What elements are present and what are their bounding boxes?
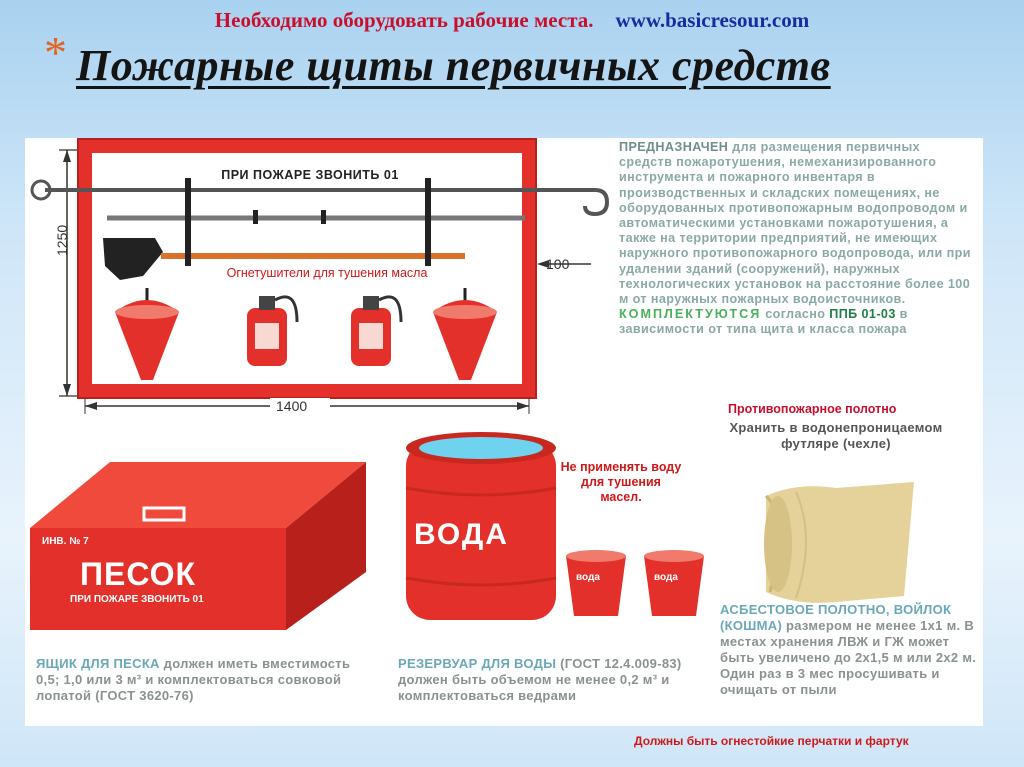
height-dimension-label: 1250 (54, 224, 70, 256)
site-link[interactable]: www.basicresour.com (615, 8, 810, 32)
shield-sign-text: ПРИ ПОЖАРЕ ЗВОНИТЬ 01 (221, 168, 399, 182)
width-dimension-label: 1400 (276, 398, 308, 414)
bucket-left-label: вода (576, 572, 600, 583)
blanket-caption (720, 602, 978, 698)
footer-note: Должны быть огнестойкие перчатки и фартук (634, 734, 909, 748)
sand-box-caption-head: ЯЩИК ДЛЯ ПЕСКА (36, 656, 160, 671)
sand-box-illustration (30, 460, 370, 640)
water-tank-caption (398, 656, 694, 704)
bucket-left (566, 556, 626, 616)
sand-box-call: ПРИ ПОЖАРЕ ЗВОНИТЬ 01 (70, 594, 204, 605)
header-note-text: Необходимо оборудовать рабочие места. (214, 8, 594, 32)
depth-dimension-label: 100 (546, 256, 570, 272)
completion-rest: согласно (761, 307, 826, 322)
regulation-code: ППБ 01-03 (829, 307, 896, 322)
shield-description (619, 140, 971, 338)
sand-box-inventory: ИНВ. № 7 (42, 536, 89, 547)
blanket-roll-illustration (756, 478, 922, 608)
completion-tail: в зависимости от типа щита и класса пожара (619, 307, 908, 337)
extinguisher-note: Огнетушители для тушения масла (212, 266, 442, 281)
water-warning: Не применять воду для тушения масел. (560, 460, 682, 504)
completion-word: КОМПЛЕКТУЮТСЯ (619, 307, 762, 322)
header-note (0, 8, 1024, 33)
bucket-right-label: вода (654, 572, 678, 583)
water-tank-caption-head: РЕЗЕРВУАР ДЛЯ ВОДЫ (398, 656, 557, 671)
water-surface (419, 437, 543, 459)
water-barrel-label: ВОДА (414, 518, 509, 551)
description-text: для размещения первичных средств пожаротушения, немеханизированного инструмента и пожарного инвентаря в производственных и складских помещениях, не оборудованных противопожарным водопроводом и автоматическими установками пожаротушения, а также на территории предприятий, не имеющих наружного противопожарного водопровода, или при удалении зданий (сооружений), наружных технологических установок на расстояние более 100 м от наружных пожарных водоисточников. (619, 140, 971, 307)
sand-box-label: ПЕСОК (80, 556, 197, 592)
blanket-caption-text: размером не менее 1х1 м. В местах хранения ЛВЖ и ГЖ может быть увеличено до 2х1,5 м или 2х2 м. Один раз в 3 мес просушивать и очищать от пыли (720, 618, 977, 697)
bucket-right (644, 556, 704, 616)
page-title: Пожарные щиты первичных средств (76, 41, 831, 90)
blanket-storage-note: Хранить в водонепроницаемом футляре (чехле) (729, 420, 943, 451)
description-lead: ПРЕДНАЗНАЧЕН (619, 140, 729, 154)
blanket-title: Противопожарное полотно (728, 402, 897, 416)
sand-box-caption-text: должен иметь вместимость 0,5; 1,0 или 3 м³ и комплектоваться совковой лопатой (ГОСТ 3620-76) (36, 656, 351, 703)
sand-box-caption (36, 656, 366, 704)
bullet-star: * (44, 27, 67, 78)
water-tank-caption-text: (ГОСТ 12.4.009-83) должен быть объемом не менее 0,2 м³ и комплектоваться ведрами (398, 656, 682, 703)
blanket-caption-head: АСБЕСТОВОЕ ПОЛОТНО, ВОЙЛОК (КОШМА) (720, 602, 952, 633)
